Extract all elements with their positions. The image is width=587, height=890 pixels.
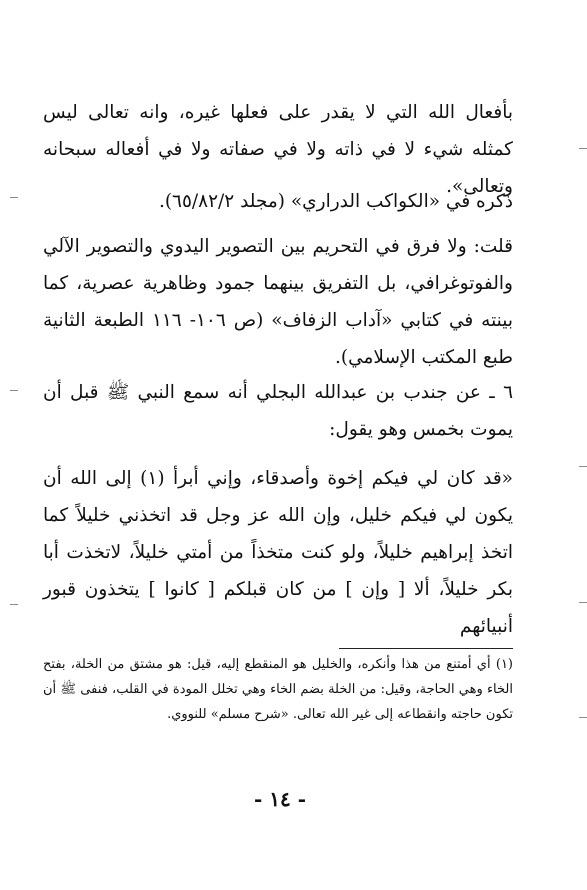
footnote-separator [339,648,513,649]
margin-tick [10,197,18,198]
margin-tick [10,604,18,605]
footnote: (١) أي أمتنع من هذا وأنكره، والخليل هو المنقطع إليه، قيل: هو مشتق من الخلة، بفتح الخاء وهي الحاجة، وقيل: من الخلة بضم الخاء وهي تخلل المودة في القلب، فنفى ﷺ أن تكون حاجته وانقطاعه إلى غير الله تعالى. «شرح مسلم» للنووي. [43,657,513,722]
margin-tick [10,390,18,391]
margin-tick [579,148,587,149]
margin-tick [579,602,587,603]
paragraph-hadith-intro: ٦ ـ عن جندب بن عبدالله البجلي أنه سمع النبي ﷺ قبل أن يموت بخمس وهو يقول: [43,382,513,440]
paragraph-source: ذكره في «الكواكب الدراري» (مجلد ٦٥/٨٢/٢). [158,191,513,212]
paragraph-hadith-text: «قد كان لي فيكم إخوة وأصدقاء، وإني أبرأ (١) إلى الله أن يكون لي فيكم خليل، وإن الله عز وجل قد اتخذني خليلاً كما اتخذ إبراهيم خليلاً، ولو كنت متخذاً من أمتي خليلاً، لاتخذت أبا بكر خليلاً، ألا [ وإن ] من كان قبلكم [ كانوا ] يتخذون قبور أنبيائهم [43,468,513,637]
page-number: - ١٤ - [253,787,306,811]
paragraph-quote-end: بأفعال الله التي لا يقدر على فعلها غيره، وانه تعالى ليس كمثله شيء لا في ذاته ولا في صفاته ولا في أفعاله سبحانه وتعالى». [43,102,513,197]
paragraph-author-note: قلت: ولا فرق في التحريم بين التصوير اليدوي والتصوير الآلي والفوتوغرافي، بل التفريق بينهما جمود وظاهرية عصرية، كما بينته في كتابي «آداب الزفاف» (ص ١٠٦- ١١٦ الطبعة الثانية طبع المكتب الإسلامي). [43,236,513,368]
margin-tick [579,717,587,718]
margin-tick [579,466,587,467]
